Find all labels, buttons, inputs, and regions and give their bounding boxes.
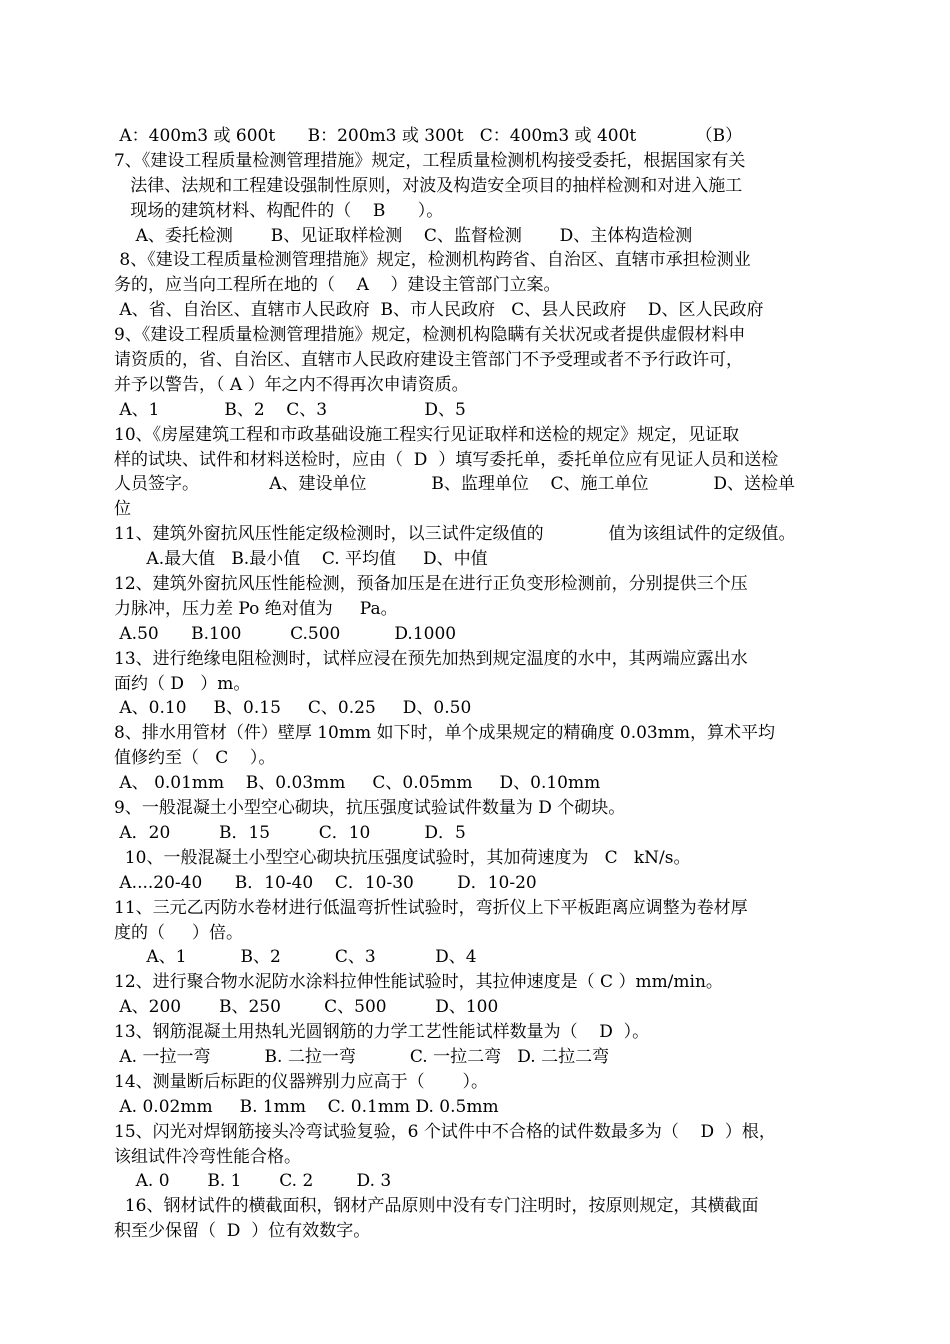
text-line: 位 <box>114 499 131 520</box>
text-line: 该组试件冷弯性能合格。 <box>114 1146 301 1167</box>
document-body <box>114 124 844 1244</box>
text-line: A、200 B、250 C、500 D、100 <box>114 997 499 1018</box>
text-line: A、省、自治区、直辖市人民政府 B、市人民政府 C、县人民政府 D、区人民政府 <box>114 300 764 321</box>
text-line: 12、建筑外窗抗风压性能检测，预备加压是在进行正负变形检测前，分别提供三个压 <box>114 574 748 595</box>
text-line: 度的（ ）倍。 <box>114 922 244 943</box>
text-line: 10、《房屋建筑工程和市政基础设施工程实行见证取样和送检的规定》规定，见证取 <box>114 424 740 445</box>
text-line: 16、钢材试件的横截面积，钢材产品原则中没有专门注明时，按原则规定，其横截面 <box>114 1196 759 1217</box>
text-line: A、委托检测 B、见证取样检测 C、监督检测 D、主体构造检测 <box>114 225 693 246</box>
text-line: 请资质的，省、自治区、直辖市人民政府建设主管部门不予受理或者不予行政许可， <box>114 350 743 371</box>
text-line: 法律、法规和工程建设强制性原则，对波及构造安全项目的抽样检测和对进入施工 <box>114 175 743 196</box>
text-line: 值修约至（ C ）。 <box>114 748 276 769</box>
text-line: 11、三元乙丙防水卷材进行低温弯折性试验时，弯折仪上下平板距离应调整为卷材厚 <box>114 897 748 918</box>
text-line: A、 0.01mm B、0.03mm C、0.05mm D、0.10mm <box>114 773 601 794</box>
text-line: 8、《建设工程质量检测管理措施》规定，检测机构跨省、自治区、直辖市承担检测业 <box>114 250 751 271</box>
text-line: 15、闪光对焊钢筋接头冷弯试验复验，6 个试件中不合格的试件数最多为（ D ）根， <box>114 1121 776 1142</box>
text-line: 现场的建筑材料、构配件的（ B ）。 <box>114 200 444 221</box>
text-line: A．20 B．15 C．10 D．5 <box>114 822 466 843</box>
text-line: 14、测量断后标距的仪器辨别力应高于（ ）。 <box>114 1071 488 1092</box>
text-line: A. 一拉一弯 B. 二拉一弯 C. 一拉二弯 D. 二拉二弯 <box>114 1046 610 1067</box>
text-line: A. 0.02mm B. 1mm C. 0.1mm D. 0.5mm <box>114 1096 499 1117</box>
text-line: 11、建筑外窗抗风压性能定级检测时，以三试件定级值的 值为该组试件的定级值。 <box>114 524 796 545</box>
text-line: 13、钢筋混凝土用热轧光圆钢筋的力学工艺性能试样数量为（ D ）。 <box>114 1022 650 1043</box>
text-line: A：400m3 或 600t B：200m3 或 300t C：400m3 或 400t （B） <box>114 126 743 146</box>
text-line: 人员签字。 A、建设单位 B、监理单位 C、施工单位 D、送检单 <box>114 474 795 495</box>
text-line: 13、进行绝缘电阻检测时，试样应浸在预先加热到规定温度的水中，其两端应露出水 <box>114 648 748 669</box>
text-line: A.最大值 B.最小值 C. 平均值 D、中值 <box>114 549 488 570</box>
text-line: 12、进行聚合物水泥防水涂料拉伸性能试验时，其拉伸速度是（ C ）mm/min。 <box>114 972 723 993</box>
text-line: A....20-40 B．10-40 C．10-30 D．10-20 <box>114 872 537 893</box>
text-line: 力脉冲，压力差 Po 绝对值为 Pa。 <box>114 598 398 619</box>
text-line: 8、排水用管材（件）壁厚 10mm 如下时，单个成果规定的精确度 0.03mm，算术平均 <box>114 723 775 744</box>
text-line: 样的试块、试件和材料送检时，应由（ D ）填写委托单，委托单位应有见证人员和送检 <box>114 449 779 470</box>
text-line: A、1 B、2 C、3 D、5 <box>114 399 466 420</box>
text-line: 7、《建设工程质量检测管理措施》规定，工程质量检测机构接受委托，根据国家有关 <box>114 150 746 171</box>
text-line: A.50 B.100 C.500 D.1000 <box>114 623 457 644</box>
text-line: 面约（ D ）m。 <box>114 673 251 694</box>
text-line: A. 0 B. 1 C. 2 D. 3 <box>114 1171 392 1192</box>
text-line: 9、一般混凝土小型空心砌块，抗压强度试验试件数量为 D 个砌块。 <box>114 798 626 819</box>
text-line: 9、《建设工程质量检测管理措施》规定，检测机构隐瞒有关状况或者提供虚假材料申 <box>114 325 746 346</box>
text-line: A、0.10 B、0.15 C、0.25 D、0.50 <box>114 698 472 719</box>
text-line: A、1 B、2 C、3 D、4 <box>114 947 477 968</box>
text-line: 并予以警告，（ A ）年之内不得再次申请资质。 <box>114 374 469 395</box>
text-line: 务的，应当向工程所在地的（ A ）建设主管部门立案。 <box>114 275 561 296</box>
text-line: 10、一般混凝土小型空心砌块抗压强度试验时，其加荷速度为 C kN/s。 <box>114 847 691 868</box>
text-line: 积至少保留（ D ）位有效数字。 <box>114 1221 371 1242</box>
